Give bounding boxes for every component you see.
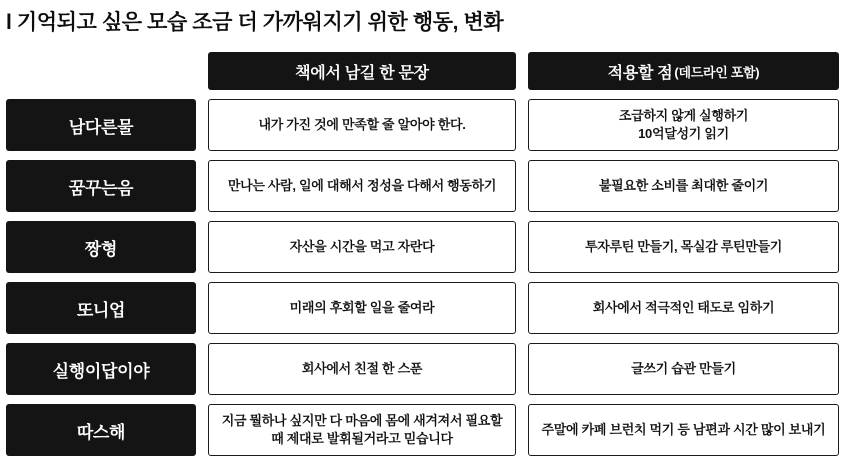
header-label-spacer	[6, 52, 196, 90]
row-3-col2: 회사에서 적극적인 태도로 임하기	[528, 282, 839, 334]
row-0-col2-line2: 10억달성기 읽기	[638, 126, 729, 141]
row-label-5: 따스해	[6, 404, 196, 456]
row-2-col1: 자산을 시간을 먹고 자란다	[208, 221, 516, 273]
table-row	[6, 99, 839, 151]
table-row	[6, 221, 839, 273]
row-5-col1-line2: 때 제대로 발휘될거라고 믿습니다	[271, 431, 453, 446]
row-label-0: 남다른물	[6, 99, 196, 151]
row-label-2: 짱형	[6, 221, 196, 273]
row-0-col2-line1: 조급하지 않게 실행하기	[618, 108, 749, 124]
row-1-col2: 불필요한 소비를 최대한 줄이기	[528, 160, 839, 212]
header-col1: 책에서 남길 한 문장	[208, 52, 516, 90]
row-label-1: 꿈꾸는음	[6, 160, 196, 212]
header-col2	[528, 52, 839, 90]
row-4-col1: 회사에서 친절 한 스푼	[208, 343, 516, 395]
row-1-col1: 만나는 사람, 일에 대해서 정성을 다해서 행동하기	[208, 160, 516, 212]
row-0-col2	[528, 99, 839, 151]
row-4-col2: 글쓰기 습관 만들기	[528, 343, 839, 395]
row-5-col1	[208, 404, 516, 456]
row-5-col1-line1: 지금 뭘하나 싶지만 다 마음에 몸에 새겨져서 필요할	[221, 413, 503, 429]
table-row	[6, 343, 839, 395]
row-2-col2: 투자루틴 만들기, 목실감 루틴만들기	[528, 221, 839, 273]
header-col2-sub: (데드라인 포함)	[674, 64, 760, 80]
row-3-col1: 미래의 후회할 일을 줄여라	[208, 282, 516, 334]
header-col2-main: 적용할 점	[607, 64, 673, 82]
table-row	[6, 282, 839, 334]
table-row	[6, 404, 839, 456]
comparison-table	[6, 52, 839, 465]
row-label-4: 실행이답이야	[6, 343, 196, 395]
row-label-3: 또니업	[6, 282, 196, 334]
table-header-row	[6, 52, 839, 90]
page-title: l 기억되고 싶은 모습 조금 더 가까워지기 위한 행동, 변화	[6, 11, 504, 34]
row-0-col1: 내가 가진 것에 만족할 줄 알아야 한다.	[208, 99, 516, 151]
row-5-col2: 주말에 카페 브런치 먹기 등 남편과 시간 많이 보내기	[528, 404, 839, 456]
table-row	[6, 160, 839, 212]
